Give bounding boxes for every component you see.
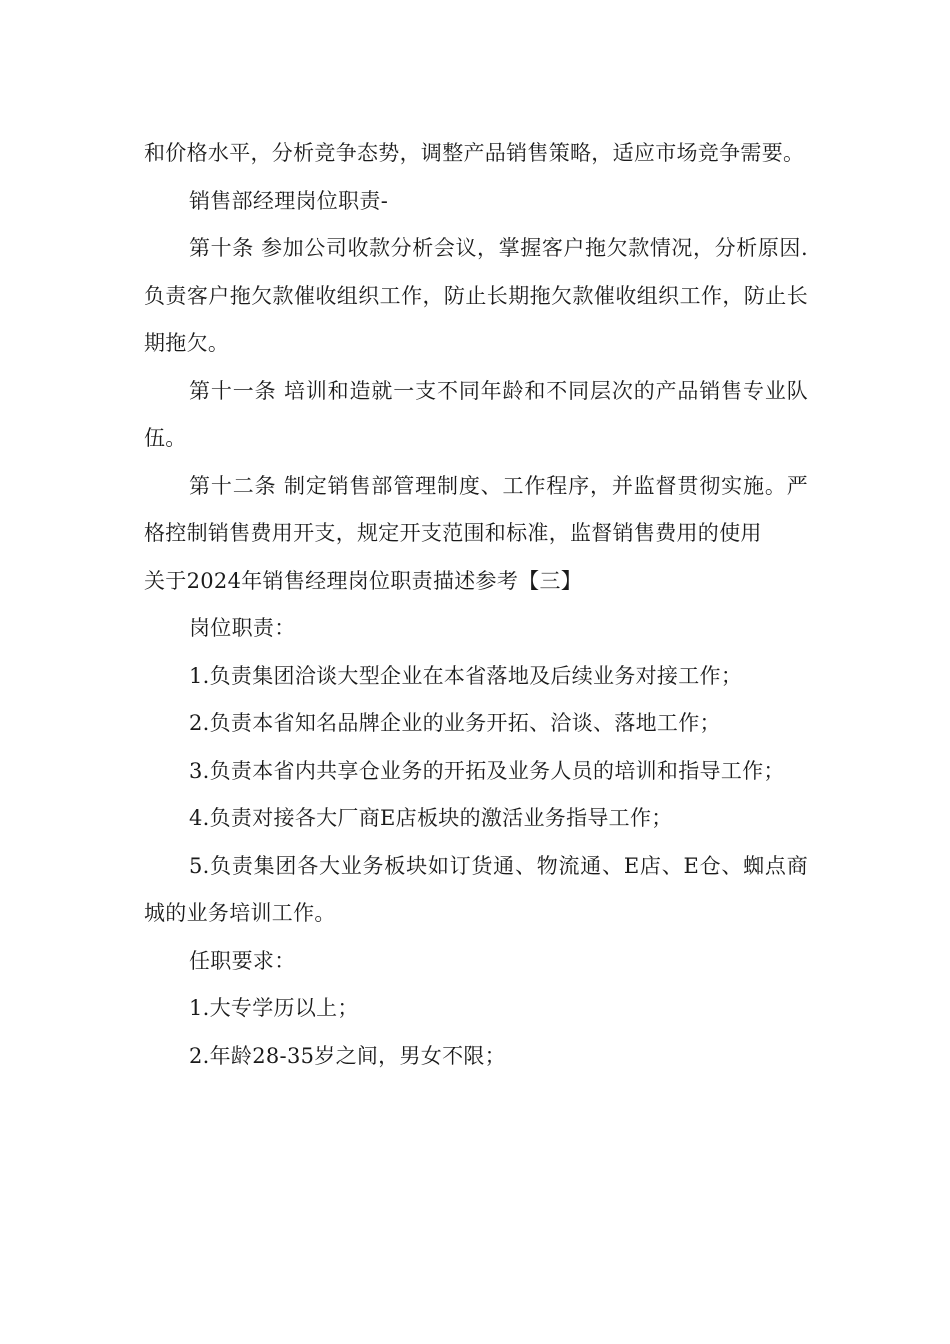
duty-item-1: 1.负责集团洽谈大型企业在本省落地及后续业务对接工作；: [189, 663, 743, 688]
article-10: 第十条 参加公司收款分析会议，掌握客户拖欠款情况，分析原因.负责客户拖欠款催收组织工作，防止长期拖欠款催收组织工作，防止长期拖欠。: [144, 236, 808, 355]
duty-item-5: 5.负责集团各大业务板块如订货通、物流通、E店、E仓、蜘点商城的业务培训工作。: [144, 853, 808, 925]
requirement-item-2: 2.年龄28-35岁之间，男女不限；: [189, 1043, 506, 1068]
section-title-sales-manager-duties: 销售部经理岗位职责-: [189, 188, 389, 213]
duty-item-3: 3.负责本省内共享仓业务的开拓及业务人员的培训和指导工作；: [189, 758, 785, 783]
section-heading-part-three: 关于2024年销售经理岗位职责描述参考【三】: [144, 568, 583, 593]
paragraph-continuation: 和价格水平，分析竞争态势，调整产品销售策略，适应市场竞争需要。: [144, 141, 805, 165]
requirement-item-1: 1.大专学历以上；: [189, 996, 359, 1020]
article-12: 第十二条 制定销售部管理制度、工作程序，并监督贯彻实施。严格控制销售费用开支，规定开支范围和标准，监督销售费用的使用: [144, 473, 808, 545]
requirements-label: 任职要求：: [189, 948, 296, 973]
duty-item-4: 4.负责对接各大厂商E店板块的激活业务指导工作；: [189, 806, 673, 830]
article-11: 第十一条 培训和造就一支不同年龄和不同层次的产品销售专业队伍。: [144, 378, 808, 450]
duties-label: 岗位职责：: [189, 616, 296, 640]
document-page: [144, 130, 808, 1080]
duty-item-2: 2.负责本省知名品牌企业的业务开拓、洽谈、落地工作；: [189, 711, 721, 735]
